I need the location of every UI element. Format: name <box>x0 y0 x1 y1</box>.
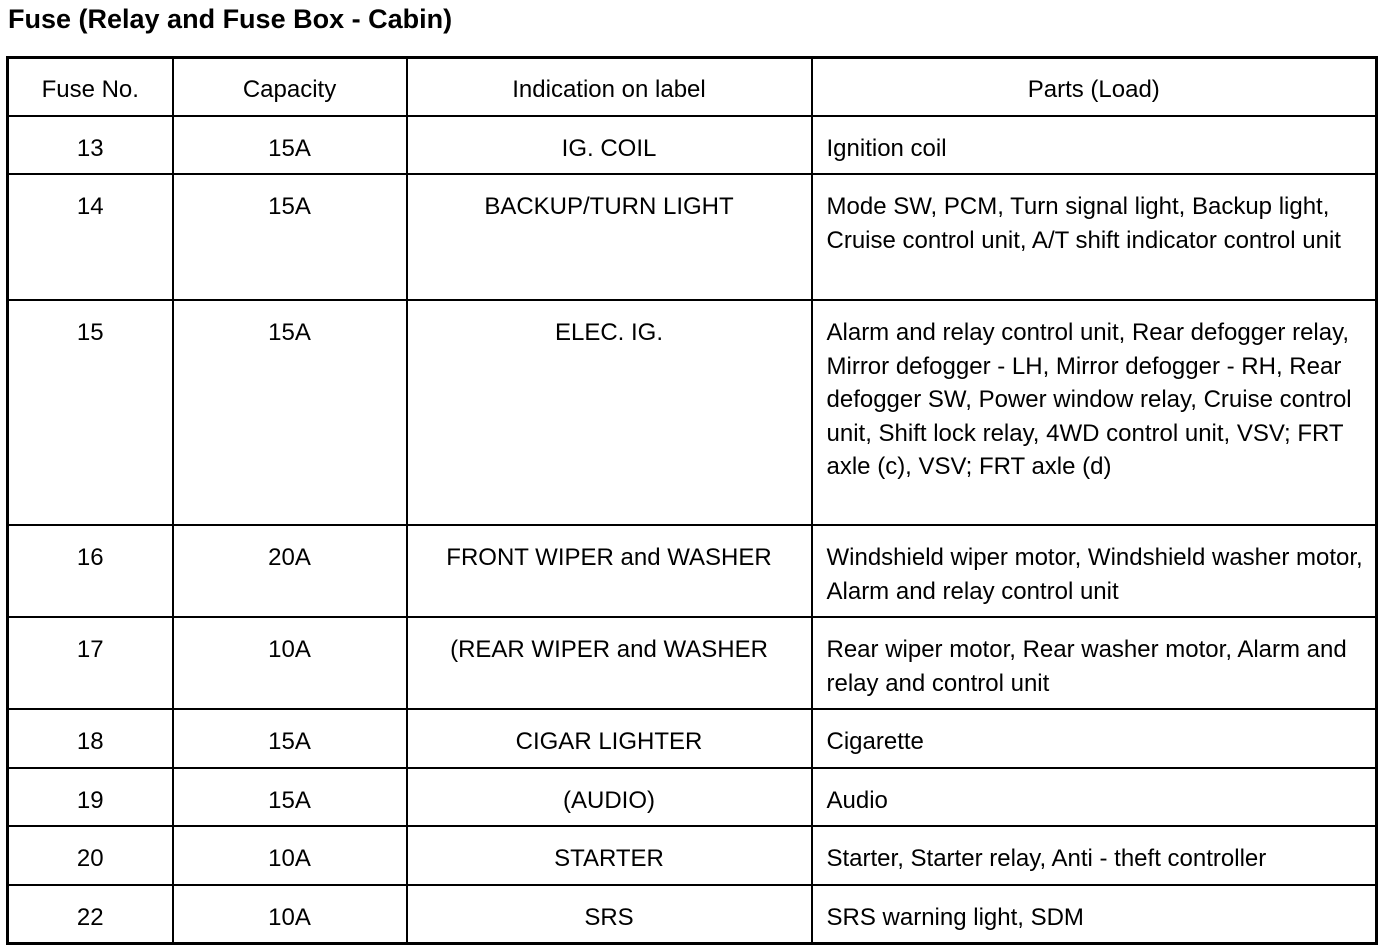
fuse-no-cell: 20 <box>8 826 173 885</box>
page-title: Fuse (Relay and Fuse Box - Cabin) <box>8 4 453 34</box>
capacity-cell: 10A <box>173 885 407 944</box>
capacity-cell: 10A <box>173 826 407 885</box>
table-header-row <box>8 58 1377 116</box>
capacity-cell: 15A <box>173 174 407 300</box>
fuse-no-cell: 13 <box>8 116 173 175</box>
parts-cell: Starter, Starter relay, Anti - theft controller <box>812 826 1377 885</box>
fuse-no-cell: 15 <box>8 300 173 525</box>
header-parts-load: Parts (Load) <box>812 58 1377 116</box>
label-cell: ELEC. IG. <box>407 300 812 525</box>
table-row <box>8 116 1377 175</box>
label-cell: BACKUP/TURN LIGHT <box>407 174 812 300</box>
header-indication-on-label: Indication on label <box>407 58 812 116</box>
label-cell: IG. COIL <box>407 116 812 175</box>
table-row <box>8 300 1377 525</box>
parts-cell: Audio <box>812 768 1377 827</box>
fuse-no-cell: 17 <box>8 617 173 709</box>
parts-cell: Rear wiper motor, Rear washer motor, Alarm and relay and control unit <box>812 617 1377 709</box>
parts-cell: SRS warning light, SDM <box>812 885 1377 944</box>
fuse-no-cell: 22 <box>8 885 173 944</box>
label-cell: FRONT WIPER and WASHER <box>407 525 812 617</box>
capacity-cell: 15A <box>173 300 407 525</box>
fuse-no-cell: 16 <box>8 525 173 617</box>
table-row <box>8 617 1377 709</box>
capacity-cell: 15A <box>173 116 407 175</box>
table-row <box>8 709 1377 768</box>
table-row <box>8 525 1377 617</box>
parts-cell: Mode SW, PCM, Turn signal light, Backup light, Cruise control unit, A/T shift indicator control unit <box>812 174 1377 300</box>
capacity-cell: 10A <box>173 617 407 709</box>
capacity-cell: 15A <box>173 768 407 827</box>
header-capacity: Capacity <box>173 58 407 116</box>
label-cell: CIGAR LIGHTER <box>407 709 812 768</box>
table-row <box>8 768 1377 827</box>
parts-cell: Windshield wiper motor, Windshield washer motor, Alarm and relay control unit <box>812 525 1377 617</box>
table-row <box>8 885 1377 944</box>
parts-cell: Alarm and relay control unit, Rear defogger relay, Mirror defogger - LH, Mirror defogger - RH, Rear defogger SW, Power window relay, Cruise control unit, Shift lock relay, 4WD control unit, VSV; FRT axle (c), VSV; FRT axle (d) <box>812 300 1377 525</box>
table-row <box>8 174 1377 300</box>
capacity-cell: 20A <box>173 525 407 617</box>
capacity-cell: 15A <box>173 709 407 768</box>
table-row <box>8 826 1377 885</box>
fuse-no-cell: 19 <box>8 768 173 827</box>
parts-cell: Ignition coil <box>812 116 1377 175</box>
label-cell: (REAR WIPER and WASHER <box>407 617 812 709</box>
label-cell: STARTER <box>407 826 812 885</box>
parts-cell: Cigarette <box>812 709 1377 768</box>
header-fuse-no: Fuse No. <box>8 58 173 116</box>
label-cell: SRS <box>407 885 812 944</box>
fuse-no-cell: 18 <box>8 709 173 768</box>
fuse-no-cell: 14 <box>8 174 173 300</box>
label-cell: (AUDIO) <box>407 768 812 827</box>
fuse-table <box>6 56 1378 945</box>
